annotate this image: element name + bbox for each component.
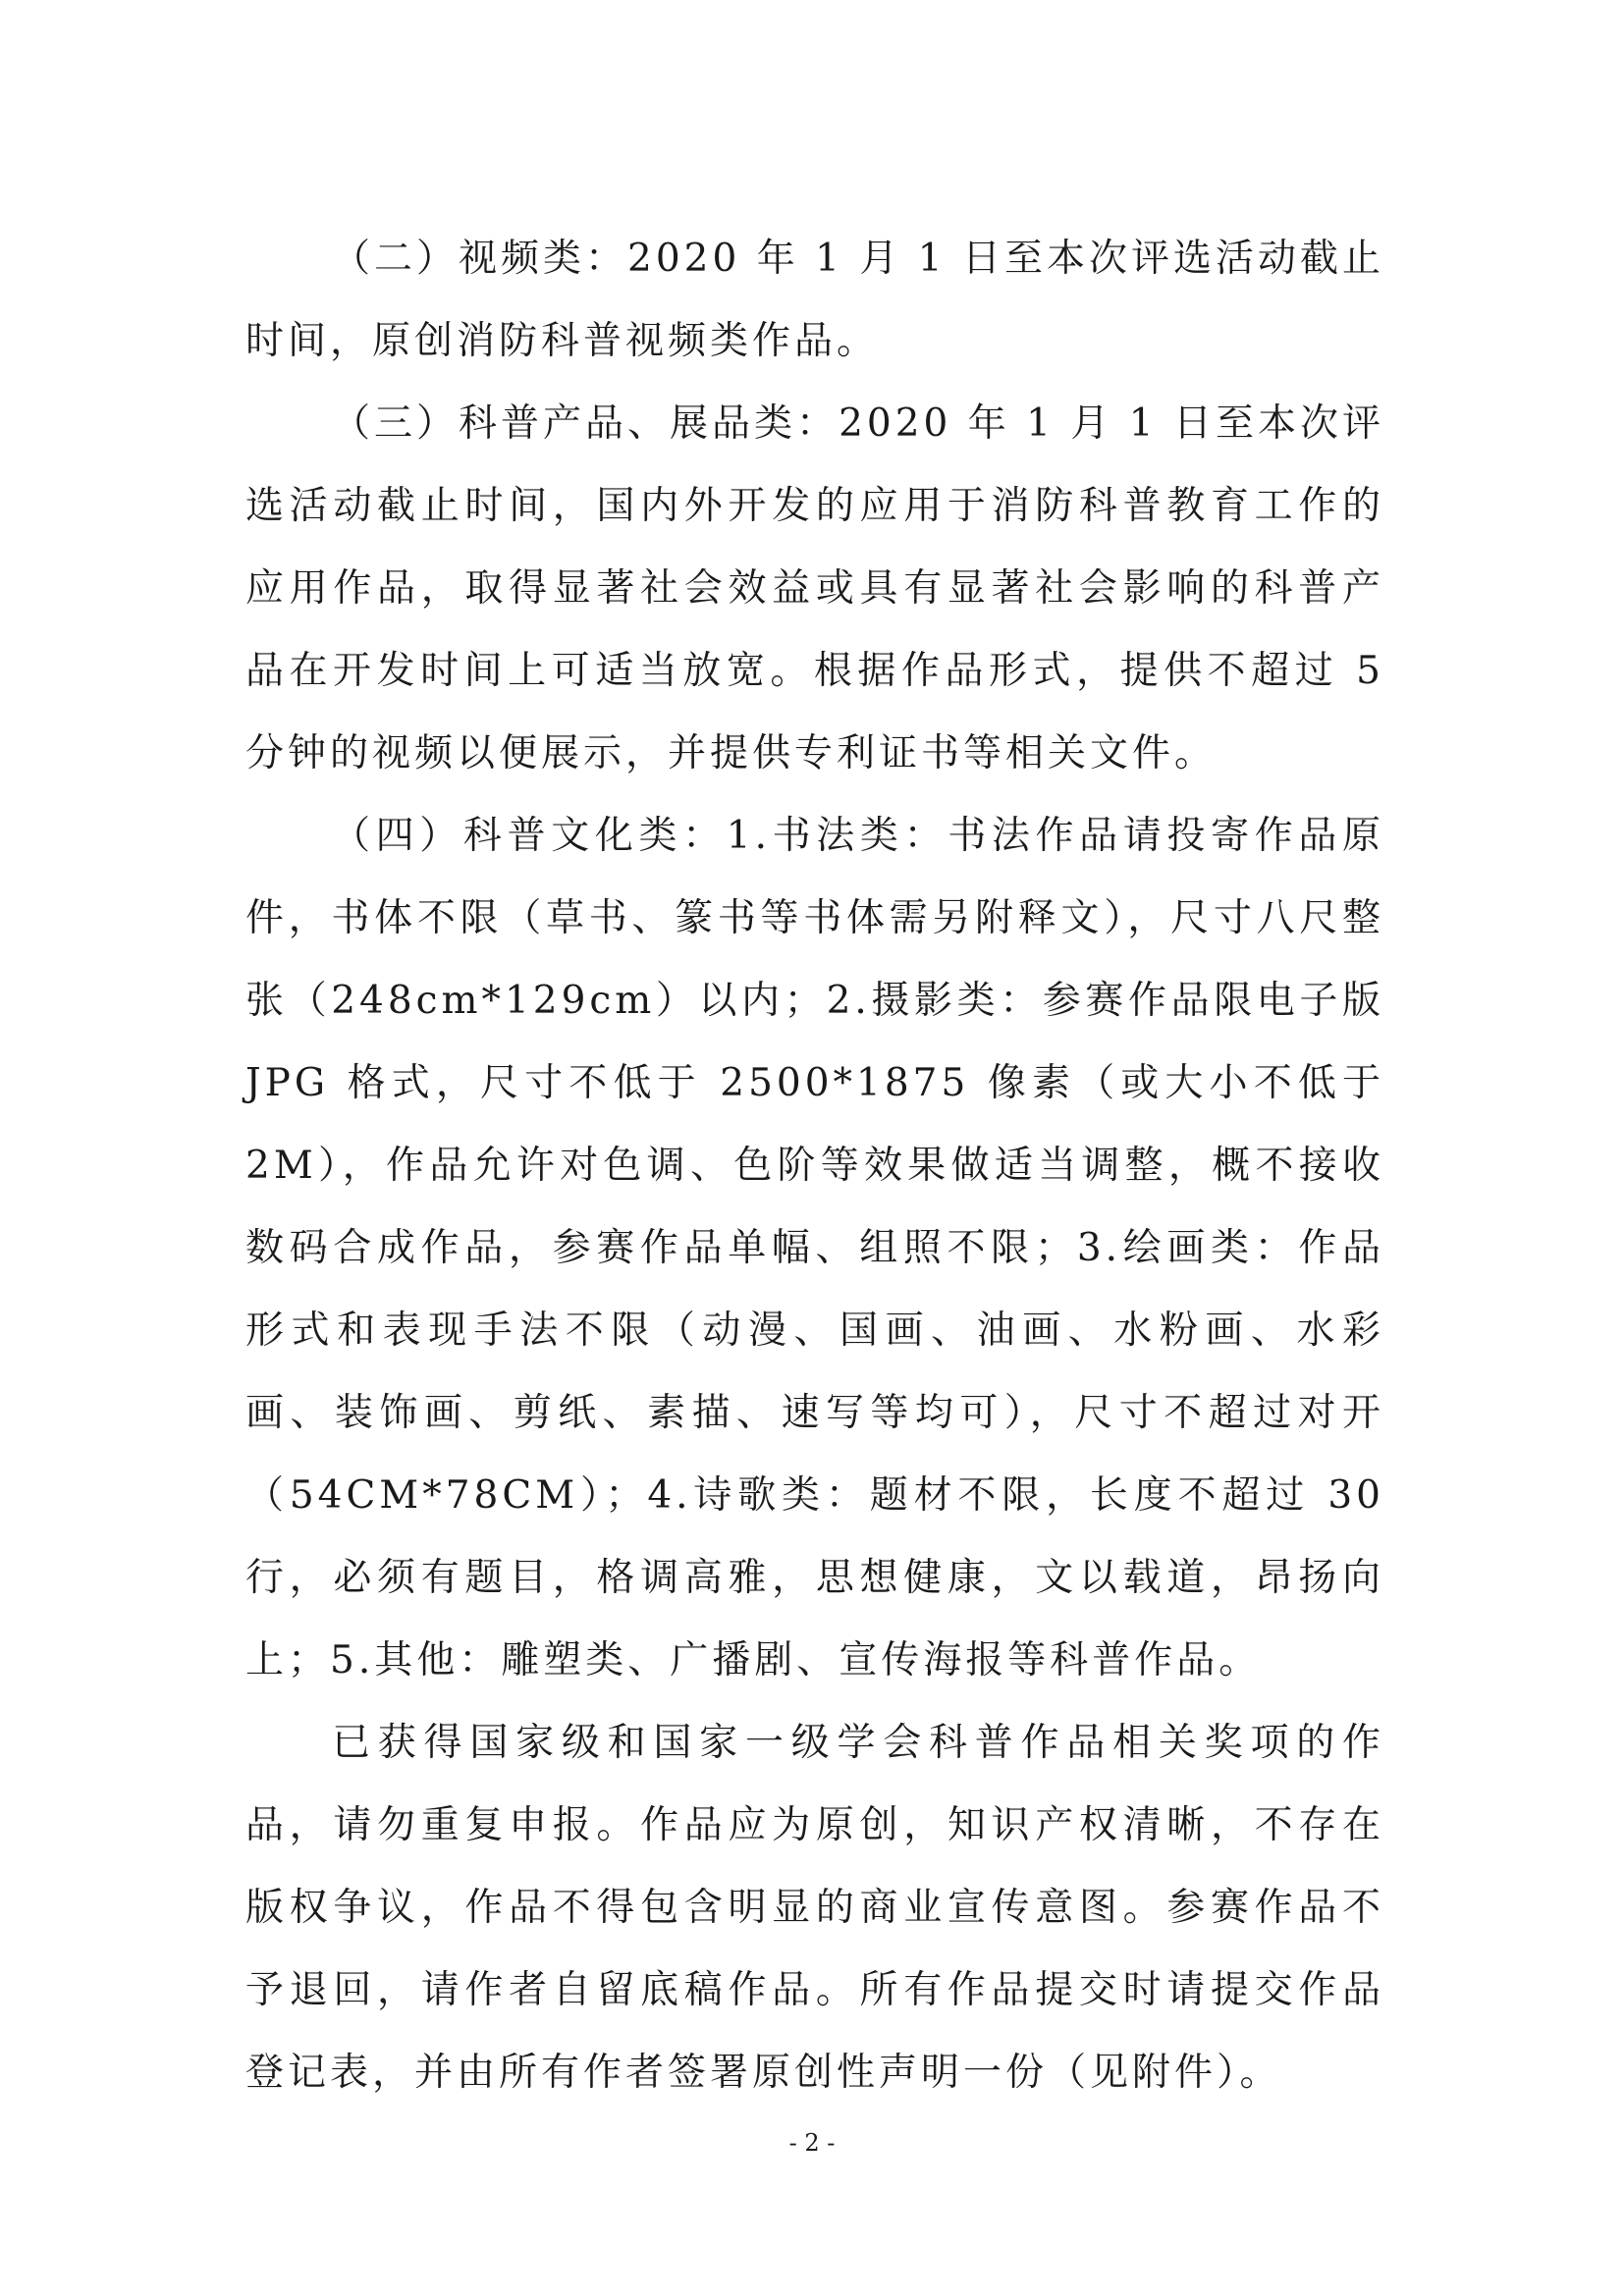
paragraph-submission-rules: 已获得国家级和国家一级学会科普作品相关奖项的作品，请勿重复申报。作品应为原创，知识产权清晰，不存在版权争议，作品不得包含明显的商业宣传意图。参赛作品不予退回，请作者自留底稿作品。所有作品提交时请提交作品登记表，并由所有作者签署原创性声明一份（见附件）。 xyxy=(245,1721,1384,2095)
paragraph-culture-category: （四）科普文化类：1.书法类：书法作品请投寄作品原件，书体不限（草书、篆书等书体需另附释文），尺寸八尺整张（248cm*129cm）以内；2.摄影类：参赛作品限电子版 JPG 格式，尺寸不低于 2500*1875 像素（或大小不低于 2M），作品允许对色调、色阶等效果做适当调整，概不接收数码合成作品，参赛作品单幅、组照不限；3.绘画类：作品形式和表现手法不限（动漫、国画、油画、水粉画、水彩画、装饰画、剪纸、素描、速写等均可），尺寸不超过对开（54CM*78CM）；4.诗歌类：题材不限，长度不超过 30 行，必须有题目，格调高雅，思想健康，文以载道，昂扬向上；5.其他：雕塑类、广播剧、宣传海报等科普作品。 xyxy=(245,814,1384,1682)
paragraph-product-exhibit-category: （三）科普产品、展品类：2020 年 1 月 1 日至本次评选活动截止时间，国内外开发的应用于消防科普教育工作的应用作品，取得显著社会效益或具有显著社会影响的科普产品在开发时间上可适当放宽。根据作品形式，提供不超过 5 分钟的视频以便展示，并提供专利证书等相关文件。 xyxy=(245,401,1384,775)
body-text xyxy=(245,218,1384,2114)
paragraph-video-category: （二）视频类：2020 年 1 月 1 日至本次评选活动截止时间，原创消防科普视频类作品。 xyxy=(245,237,1384,363)
page-number: - 2 - xyxy=(788,2129,836,2157)
